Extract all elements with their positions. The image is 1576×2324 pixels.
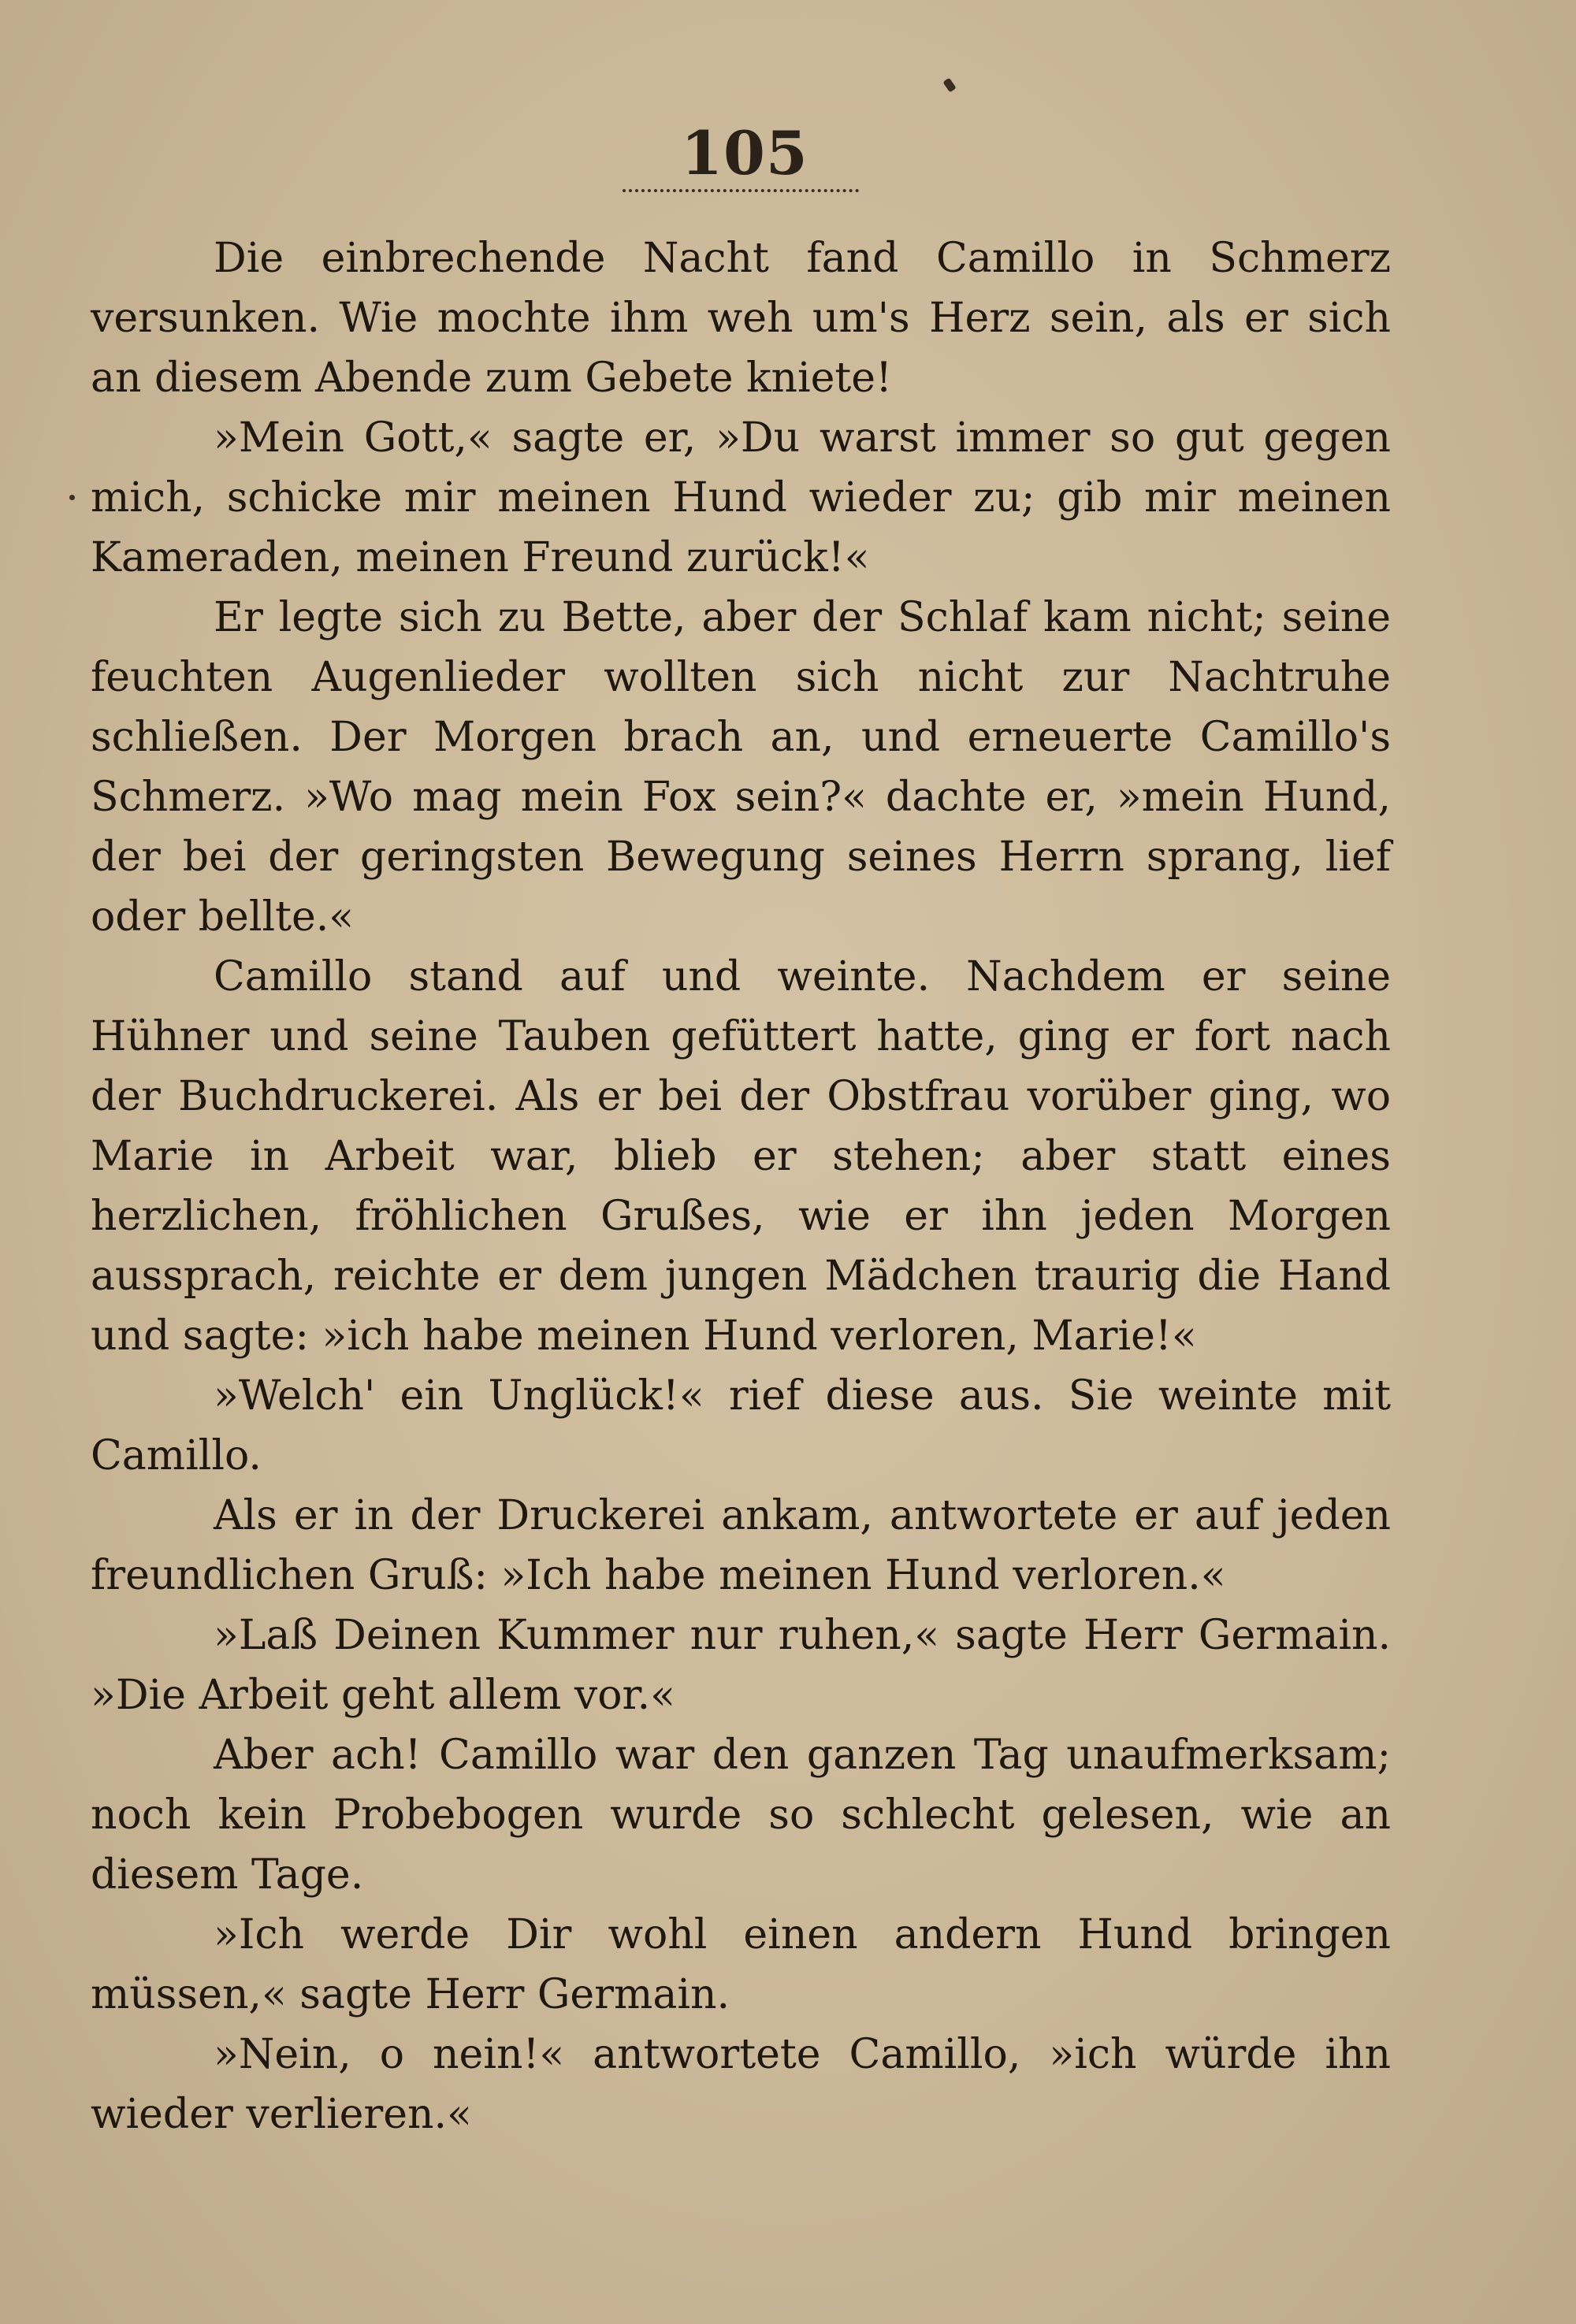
ink-speck bbox=[942, 78, 956, 93]
page-number-rule bbox=[623, 189, 859, 192]
paragraph: Er legte sich zu Bette, aber der Schlaf kam nicht; seine feuchten Augenlieder wollten sich nicht zur Nachtruhe schließen. Der Morgen brach an, und erneuerte Camillo's Schmerz. »Wo mag mein Fox sein?« dachte er, »mein Hund, der bei der geringsten Bewegung seines Herrn sprang, lief oder bellte.« bbox=[91, 594, 1391, 941]
ink-speck bbox=[69, 495, 75, 500]
paragraph: Als er in der Druckerei ankam, antwortete er auf jeden freundlichen Gruß: »Ich habe meinen Hund verloren.« bbox=[91, 1492, 1391, 1599]
paragraph: Aber ach! Camillo war den ganzen Tag unaufmerksam; noch kein Probebogen wurde so schlecht gelesen, wie an diesem Tage. bbox=[91, 1732, 1391, 1899]
paragraph: »Ich werde Dir wohl einen andern Hund bringen müssen,« sagte Herr Germain. bbox=[91, 1911, 1391, 2018]
paragraph: Die einbrechende Nacht fand Camillo in Schmerz versunken. Wie mochte ihm weh um's Herz sein, als er sich an diesem Abende zum Gebete kniete! bbox=[91, 235, 1391, 402]
paragraph: »Welch' ein Unglück!« rief diese aus. Sie weinte mit Camillo. bbox=[91, 1372, 1391, 1479]
paragraph: »Mein Gott,« sagte er, »Du warst immer so gut gegen mich, schicke mir meinen Hund wieder zu; gib mir meinen Kameraden, meinen Freund zurück!« bbox=[91, 414, 1391, 581]
paragraph: Camillo stand auf und weinte. Nachdem er seine Hühner und seine Tauben gefüttert hatte, ging er fort nach der Buchdruckerei. Als er bei der Obstfrau vorüber ging, wo Marie in Arbeit war, blieb er stehen; aber statt eines herzlichen, fröhlichen Grußes, wie er ihn jeden Morgen aussprach, reichte er dem jungen Mädchen traurig die Hand und sagte: »ich habe meinen Hund verloren, Marie!« bbox=[91, 953, 1391, 1360]
body-text bbox=[91, 228, 1391, 2144]
paragraph: »Laß Deinen Kummer nur ruhen,« sagte Herr Germain. »Die Arbeit geht allem vor.« bbox=[91, 1612, 1391, 1719]
page-number: 105 bbox=[681, 118, 808, 188]
paragraph: »Nein, o nein!« antwortete Camillo, »ich würde ihn wieder verlieren.« bbox=[91, 2031, 1391, 2138]
